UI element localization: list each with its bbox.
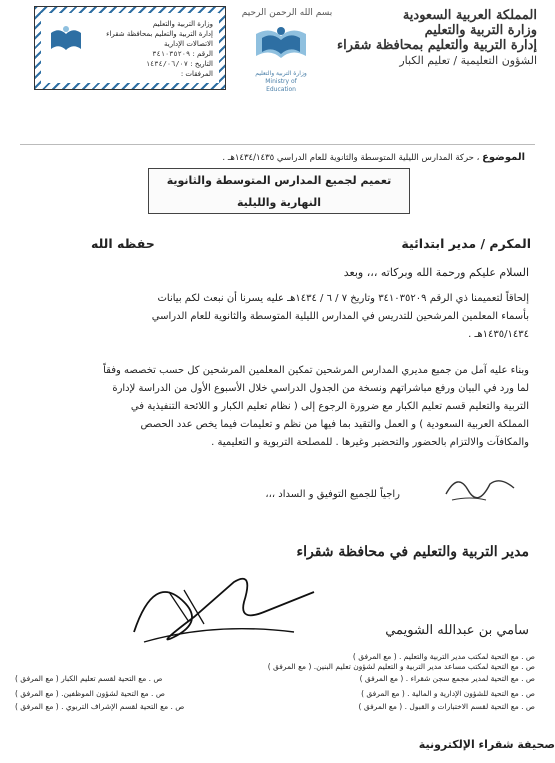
cc-right: ص . مع التحية للشؤون الإدارية و المالية . ( مع المرفق ): [361, 689, 535, 698]
cc-line: [15, 674, 535, 684]
cc-right: ص . مع التحية لمكتب مدير التربية والتعليم . ( مع المرفق ): [352, 652, 535, 661]
greeting: السلام عليكم ورحمة الله وبركاته ،،، وبعد: [343, 266, 529, 279]
paragraph-line: والمكافآت والالتزام بالحضور والتحضير وغيرها . للمصلحة التربوية و التعليمية .: [211, 437, 529, 448]
kingdom-line: المملكة العربية السعودية: [402, 8, 537, 23]
handwritten-signature-icon: [114, 562, 364, 652]
circular-line: تعميم لجميع المدارس المتوسطة والثانوية: [166, 174, 392, 187]
ministry-line: وزارة التربية والتعليم: [424, 23, 537, 38]
paragraph-line: لما ورد في البيان ورفع مباشراتهم ونسخة من الجدول الدراسي خلال الأسبوع الأول من الدراسة لإدارة: [112, 383, 529, 394]
paragraph-line: ١٤٣٥/١٤٣٤هـ .: [468, 329, 529, 340]
addressee-honorific: حفظه الله: [91, 236, 155, 251]
ref-date: التاريخ : ١٤٣٤/٠٦/٠٧: [145, 60, 213, 68]
header-divider: [20, 144, 535, 145]
paragraph-line: وبناء عليه آمل من جميع مديري المدارس المرشحين تمكين المعلمين المرشحين كل حسب تخصصه وفقاً: [103, 365, 529, 376]
signatory-name: سامي بن عبدالله الشويمي: [385, 623, 529, 638]
subject-text: حركة المدارس الليلية المتوسطة والثانوية للعام الدراسي ١٤٣٤/١٤٣٥هـ .: [222, 153, 474, 163]
reference-box: [34, 6, 226, 90]
cc-right: ص . مع التحية لمدير مجمع سجن شقراء . ( مع المرفق ): [359, 674, 535, 683]
subject-label: الموضوع: [482, 152, 525, 163]
cc-line: [15, 662, 535, 672]
ref-line: وزارة التربية والتعليم: [152, 20, 213, 28]
cc-left: ص . مع التحية لقسم تعليم الكبار ( مع المرفق ): [15, 674, 163, 683]
cc-left: ص . مع التحية لشؤون الموظفين. ( مع المرفق ): [15, 689, 165, 698]
cc-right: ص . مع التحية لقسم الاختبارات و القبول . ( مع المرفق ): [358, 702, 535, 711]
bismillah: بسم الله الرحمن الرحيم: [241, 8, 333, 18]
cc-line: [15, 689, 535, 699]
circular-box: [148, 168, 410, 214]
ministry-emblem-icon: [250, 22, 312, 66]
cc-left: ص . مع التحية لقسم الإشراف التربوي . ( مع المرفق ): [15, 702, 185, 711]
ministry-caption-en: Ministry of Education: [265, 78, 297, 93]
paragraph-line: المملكة العربية السعودية ) و العمل والتقيد بما فيها من نظم و تعليمات فيما يخص عدد الحصص: [140, 419, 529, 430]
cc-line: [15, 652, 535, 662]
ref-attachments: المرفقات :: [180, 70, 213, 78]
paragraph-line: إلحاقاً لتعميمنا ذي الرقم ٣٤١٠٣٥٢٠٩ وتاريخ ٧ / ٦ / ١٤٣٤هـ عليه يسرنا أن نبعث لكم بيانات: [157, 293, 529, 304]
closing: راجياً للجميع التوفيق و السداد ،،،: [265, 489, 400, 500]
subject: الموضوع ، حركة المدارس الليلية المتوسطة والثانوية للعام الدراسي ١٤٣٤/١٤٣٥هـ .: [222, 152, 525, 163]
ref-number: الرقم : ٣٤١٠٣٥٢٠٩: [152, 50, 213, 58]
kingdom-header: [336, 8, 537, 68]
ministry-mini-logo-icon: [49, 23, 83, 57]
cc-right: ص . مع التحية لمكتب مساعد مدير التربية و التعليم لشؤون تعليم البنين. ( مع المرفق ): [267, 662, 535, 671]
department-line: الشؤون التعليمية / تعليم الكبار: [399, 54, 537, 67]
ministry-caption: وزارة التربية والتعليم: [255, 70, 307, 77]
approval-scribble-icon: [440, 466, 520, 506]
cc-line: [15, 702, 535, 712]
directorate-line: إدارة التربية والتعليم بمحافظة شقراء: [336, 38, 537, 53]
ministry-logo: [250, 22, 312, 93]
paragraph-line: التربية والتعليم قسم تعليم الكبار مع ضرورة الرجوع إلى ( نظام تعليم الكبار و اللائحة التنفيذية في: [130, 401, 529, 412]
addressee-to: المكرم / مدير ابتدائية: [401, 236, 531, 251]
newspaper-watermark: صحيفة شقراء الإلكترونية: [418, 738, 555, 751]
reference-text: [106, 19, 213, 79]
ref-line: الاتصالات الإدارية: [164, 40, 213, 48]
circular-line: النهارية والليلية: [236, 196, 322, 209]
paragraph-line: بأسماء المعلمين المرشحين للتدريس في المدارس الليلية المتوسطة والثانوية للعام الدراسي: [151, 311, 529, 322]
signatory-title: مدير التربية والتعليم في محافظة شقراء: [296, 544, 529, 560]
ref-line: إدارة التربية والتعليم بمحافظة شقراء: [106, 30, 213, 38]
